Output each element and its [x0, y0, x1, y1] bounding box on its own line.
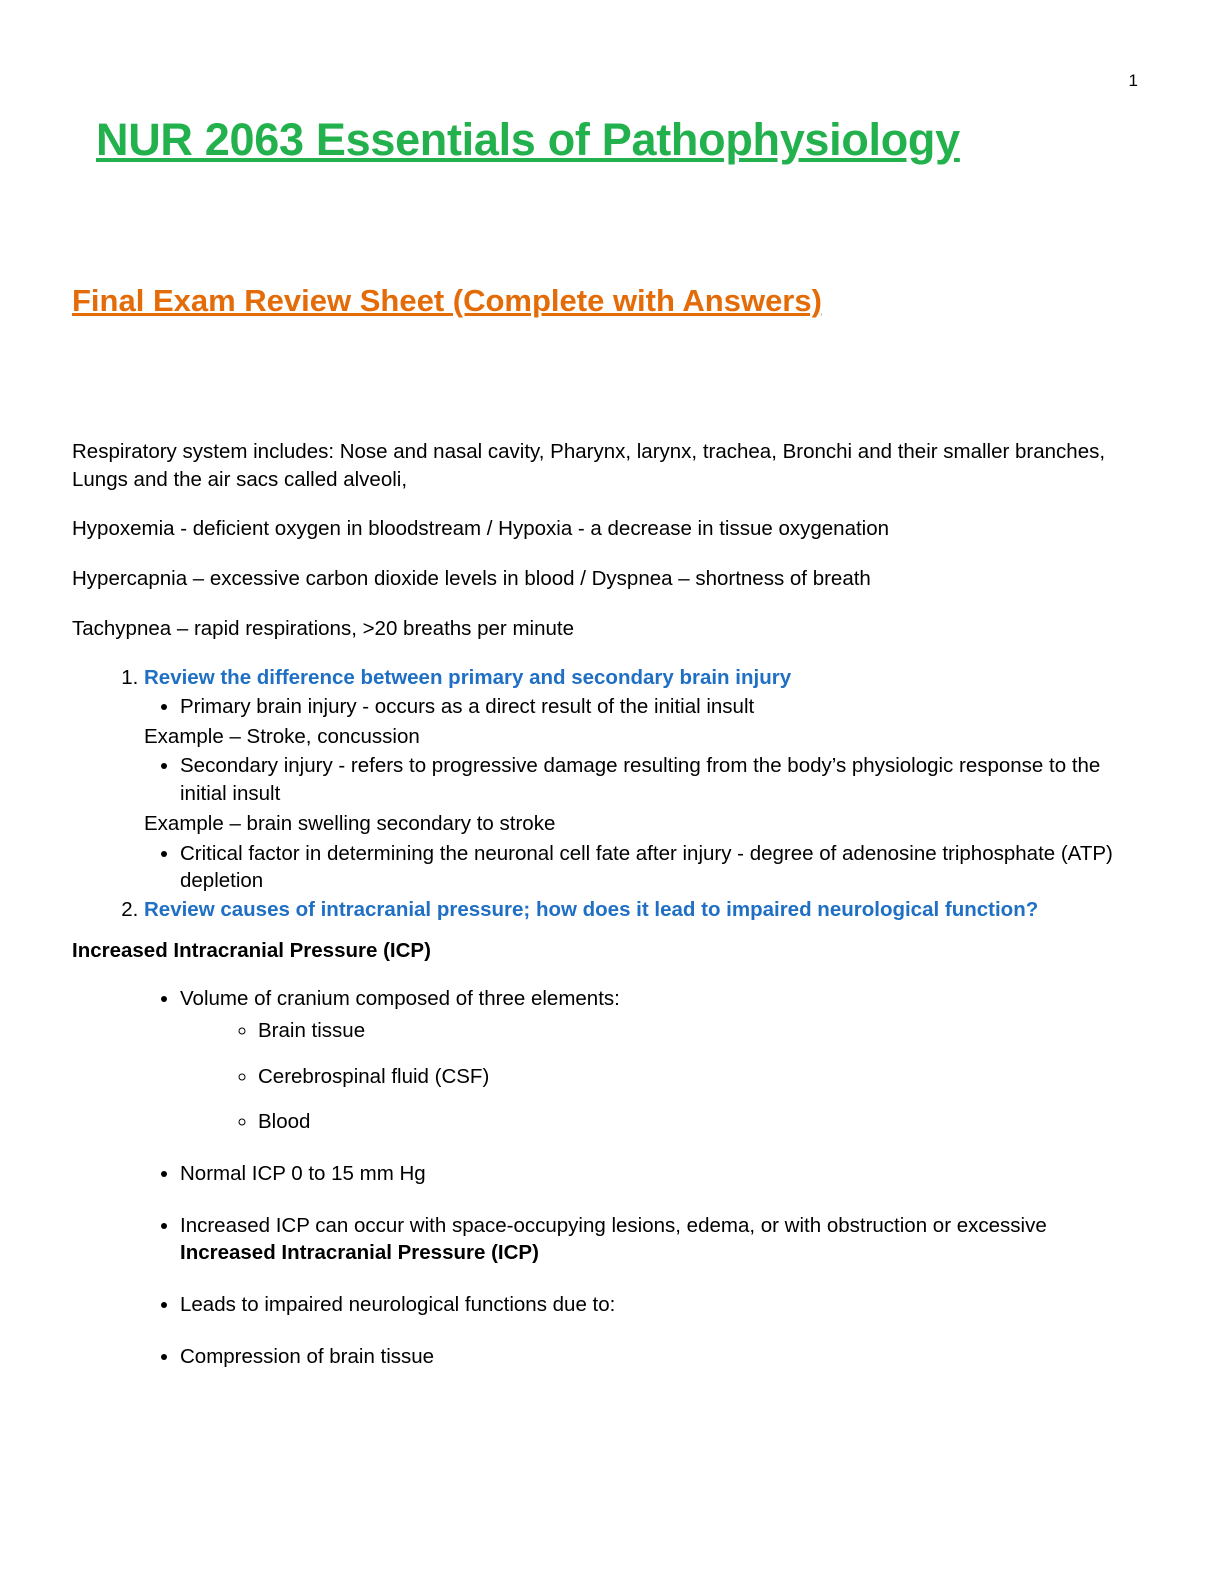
- intro-paragraph-respiratory: Respiratory system includes: Nose and nasal cavity, Pharynx, larynx, trachea, Bronchi and their smaller branches, Lungs and the air sacs called alveoli,: [72, 440, 1106, 491]
- question-list: [72, 665, 1134, 692]
- bullet-text: Increased ICP can occur with space-occupying lesions, edema, or with obstruction or excessive: [180, 1213, 1047, 1237]
- bullet-text: Volume of cranium composed of three elements:: [180, 987, 620, 1011]
- document-body: [72, 438, 1134, 1370]
- list-item: • Secondary injury - refers to progressive damage resulting from the body’s physiologic response to the initial insult: [180, 752, 1134, 807]
- question-1-bullets: [72, 693, 1134, 721]
- list-item: • Normal ICP 0 to 15 mm Hg: [180, 1160, 1134, 1188]
- cranium-elements-list: [180, 1017, 1134, 1136]
- document-subtitle: Final Exam Review Sheet (Complete with Answers): [72, 282, 822, 318]
- section-heading-icp: Increased Intracranial Pressure (ICP): [72, 939, 431, 963]
- question-1-bullets-secondary: [72, 752, 1134, 807]
- list-item: • Critical factor in determining the neuronal cell fate after injury - degree of adenosine triphosphate (ATP) depletion: [180, 840, 1134, 895]
- list-item: [180, 985, 1134, 1136]
- list-item: [180, 1212, 1134, 1267]
- question-item-1: [144, 665, 1134, 692]
- question-list-continued: [72, 897, 1134, 924]
- list-item: ◦ Cerebrospinal fluid (CSF): [258, 1063, 1134, 1091]
- intro-paragraph-hypercapnia: Hypercapnia – excessive carbon dioxide levels in blood / Dyspnea – shortness of breath: [72, 567, 871, 591]
- page-title: NUR 2063 Essentials of Pathophysiology: [96, 114, 960, 165]
- question-2-bullets: [72, 985, 1134, 1370]
- question-2-prompt: Review causes of intracranial pressure; how does it lead to impaired neurological function?: [144, 897, 1039, 921]
- question-item-2: [144, 897, 1134, 924]
- list-item: • Primary brain injury - occurs as a direct result of the initial insult: [180, 693, 1134, 721]
- list-item: ◦ Brain tissue: [258, 1017, 1134, 1045]
- list-item: • Compression of brain tissue: [180, 1343, 1134, 1371]
- page-number: 1: [1128, 71, 1138, 90]
- list-item: ◦ Blood: [258, 1108, 1134, 1136]
- question-1-bullets-critical-factor: [72, 840, 1134, 895]
- intro-paragraph-tachypnea: Tachypnea – rapid respirations, >20 breaths per minute: [72, 616, 574, 640]
- intro-paragraph-hypoxemia: Hypoxemia - deficient oxygen in bloodstream / Hypoxia - a decrease in tissue oxygenation: [72, 517, 890, 541]
- bullet-text-bold-tail: Increased Intracranial Pressure (ICP): [180, 1241, 539, 1265]
- list-item: • Leads to impaired neurological functions due to:: [180, 1291, 1134, 1319]
- question-1-example-1: Example – Stroke, concussion: [144, 724, 420, 748]
- question-1-example-2: Example – brain swelling secondary to stroke: [144, 811, 556, 835]
- question-1-prompt: Review the difference between primary and secondary brain injury: [144, 665, 792, 689]
